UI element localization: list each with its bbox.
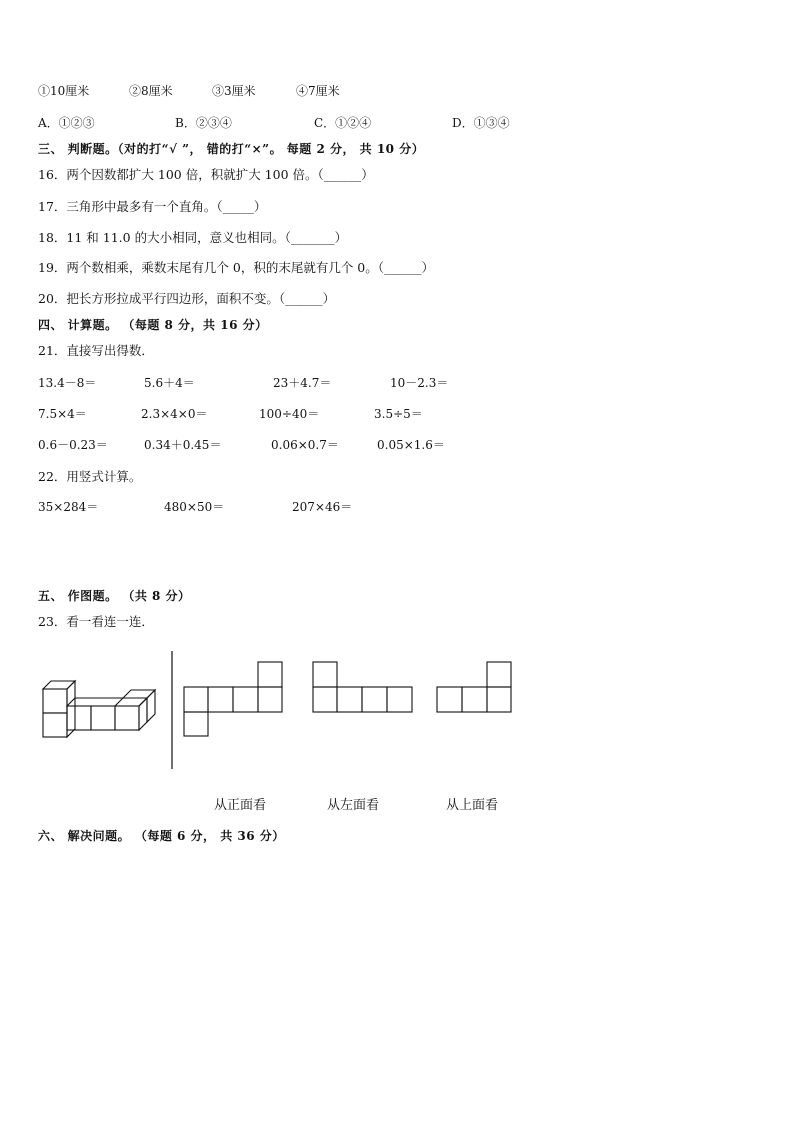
choice-d: D．①③④ <box>452 116 510 130</box>
view-figure-1 <box>184 662 282 736</box>
math-item: 13.4－8＝ <box>38 376 97 390</box>
math-item: 23＋4.7＝ <box>273 376 332 390</box>
calc-item: 480×50＝ <box>164 500 225 514</box>
question-18: 18．11 和 11.0 的大小相同，意义也相同。（_______） <box>38 230 348 245</box>
calc-item: 35×284＝ <box>38 500 99 514</box>
view-figure-2 <box>313 662 412 712</box>
question-23: 23．看一看连一连． <box>38 614 154 629</box>
question-17: 17．三角形中最多有一个直角。（_____） <box>38 199 267 214</box>
question-22: 22．用竖式计算。 <box>38 469 142 484</box>
section-3-heading: 三、 判断题。（对的打“√ ”， 错的打“×”。 每题 2 分， 共 10 分） <box>38 142 425 156</box>
front-view-label: 从正面看 <box>214 798 267 813</box>
choice-b: B．②③④ <box>175 116 232 130</box>
top-view-label: 从上面看 <box>446 798 499 813</box>
option-2: ②8厘米 <box>129 84 173 98</box>
math-item: 2.3×4×0＝ <box>141 407 208 421</box>
question-20: 20．把长方形拉成平行四边形，面积不变。（______） <box>38 291 336 306</box>
question-19: 19．两个数相乘，乘数末尾有几个 0，积的末尾就有几个 0。（______） <box>38 260 435 275</box>
math-item: 5.6＋4＝ <box>144 376 195 390</box>
isometric-cube-figure <box>43 681 155 737</box>
section-4-heading: 四、 计算题。 （每题 8 分，共 16 分） <box>38 318 268 332</box>
left-view-label: 从左面看 <box>327 798 380 813</box>
math-item: 10－2.3＝ <box>390 376 449 390</box>
option-4: ④7厘米 <box>296 84 340 98</box>
calc-item: 207×46＝ <box>292 500 353 514</box>
section-6-heading: 六、 解决问题。 （每题 6 分， 共 36 分） <box>38 829 285 843</box>
section-5-heading: 五、 作图题。 （共 8 分） <box>38 589 191 603</box>
math-item: 7.5×4＝ <box>38 407 87 421</box>
option-3: ③3厘米 <box>212 84 256 98</box>
math-item: 0.05×1.6＝ <box>377 438 445 452</box>
choice-a: A．①②③ <box>38 116 95 130</box>
view-figure-3 <box>437 662 511 712</box>
option-1: ①10厘米 <box>38 84 90 98</box>
math-item: 0.6－0.23＝ <box>38 438 108 452</box>
question-21: 21．直接写出得数． <box>38 343 154 358</box>
math-item: 0.06×0.7＝ <box>271 438 339 452</box>
math-item: 0.34＋0.45＝ <box>144 438 222 452</box>
choice-c: C．①②④ <box>314 116 372 130</box>
math-item: 100÷40＝ <box>259 407 320 421</box>
question-16: 16．两个因数都扩大 100 倍，积就扩大 100 倍。（______） <box>38 167 374 182</box>
math-item: 3.5÷5＝ <box>374 407 423 421</box>
